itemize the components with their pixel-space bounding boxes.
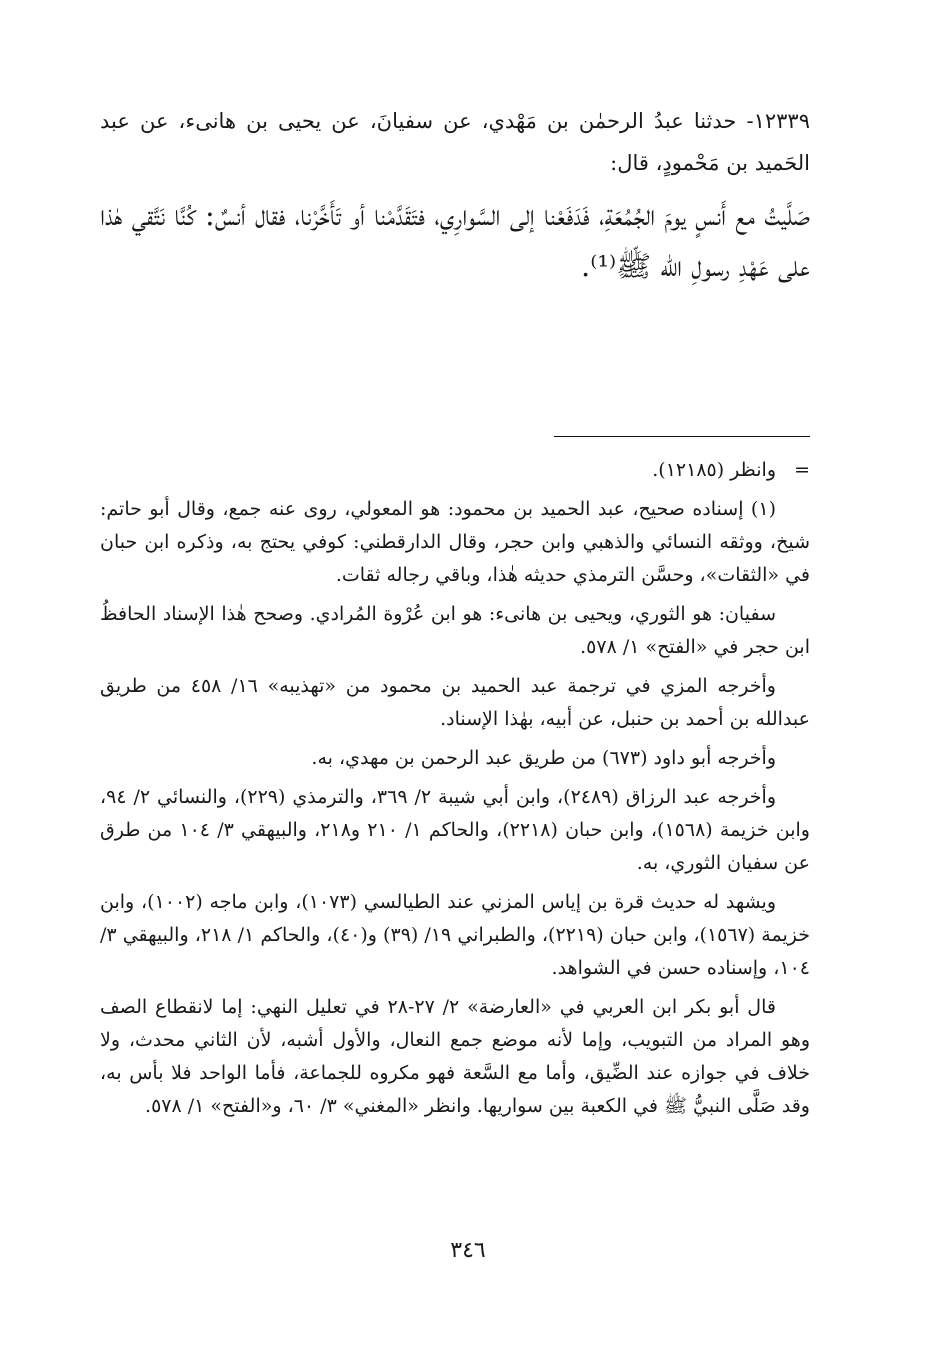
- footnote-continuation: [100, 454, 810, 487]
- hadith-isnad-text: حدثنا عبدُ الرحمٰن بن مَهْدي، عن سفيانَ، عن يحيى بن هانىء، عن عبد الحَميد بن مَحْمودٍ، قال:: [100, 109, 810, 175]
- footnote-paragraph: سفيان: هو الثوري، ويحيى بن هانىء: هو ابن عُرْوة المُرادي. وصحح هٰذا الإسناد الحافظُ ابن حجر في «الفتح» ١/ ٥٧٨.: [100, 603, 810, 658]
- footnote-paragraph: قال أبو بكر ابن العربي في «العارضة» ٢/ ٢٧-٢٨ في تعليل النهي: إما لانقطاع الصف وهو المراد من التبويب، وإما لأنه موضع جمع النعال، والأول أشبه، لأن الثاني محدث، ولا خلاف في جوازه عند الضِّيق، وأما مع السَّعة فهو مكروه للجماعة، فأما الواحد فلا بأس به، وقد صَلَّى النبيُّ ﷺ في الكعبة بين سواريها. وانظر «المغني» ٣/ ٦٠، و«الفتح» ١/ ٥٧٨.: [100, 996, 810, 1117]
- footnote-paragraph: ويشهد له حديث قرة بن إياس المزني عند الطيالسي (١٠٧٣)، وابن ماجه (١٠٠٢)، وابن خزيمة (١٥٦٧)، وابن حبان (٢٢١٩)، والطبراني ١٩/ (٣٩) و(٤٠)، والحاكم ١/ ٢١٨، والبيهقي ٣/ ١٠٤، وإسناده حسن في الشواهد.: [100, 891, 810, 979]
- footnote-paragraph: وأخرجه أبو داود (٦٧٣) من طريق عبد الرحمن بن مهدي، به.: [311, 747, 776, 769]
- footnotes: [100, 454, 810, 1129]
- page-body: [100, 100, 810, 1300]
- continuation-marker: =: [794, 459, 810, 481]
- continuation-text: وانظر (١٢١٨٥).: [652, 459, 776, 481]
- hadith-isnad: [100, 100, 810, 184]
- hadith-number: ١٢٣٣٩-: [746, 109, 810, 133]
- footnote-paragraph: (١) إسناده صحيح، عبد الحميد بن محمود: هو المعولي، روى عنه جمع، وقال أبو حاتم: شيخ، ووثقه النسائي والذهبي وابن حجر، وقال الدارقطني: كوفي يحتج به، وذكره ابن حبان في «الثقات»، وحسَّن الترمذي حديثه هٰذا، وباقي رجاله ثقات.: [100, 498, 810, 586]
- hadith-matn: صَلَّيتُ مع أَنسٍ يومَ الجُمُعَةِ، فَدَفَعْنا إلى السَّوارِي، فتَقَدَّمْنا أو تَأَخَّرْنا، فقال أنسٌ: كُنَّا نَتَّقي هٰذا على عَهْدِ رسولِ الله ﷺ⁽¹⁾.: [100, 198, 810, 283]
- footnote-divider: [554, 436, 810, 437]
- footnote-paragraph: وأخرجه عبد الرزاق (٢٤٨٩)، وابن أبي شيبة ٢/ ٣٦٩، والترمذي (٢٢٩)، والنسائي ٢/ ٩٤، وابن خزيمة (١٥٦٨)، وابن حبان (٢٢١٨)، والحاكم ١/ ٢١٠ و٢١٨، والبيهقي ٣/ ١٠٤ من طرق عن سفيان الثوري، به.: [100, 786, 810, 874]
- footnote-paragraph: وأخرجه المزي في ترجمة عبد الحميد بن محمود من «تهذيبه» ١٦/ ٤٥٨ من طريق عبدالله بن أحمد بن حنبل، عن أبيه، بهٰذا الإسناد.: [100, 675, 810, 730]
- page-number: ٣٤٦: [450, 1238, 486, 1263]
